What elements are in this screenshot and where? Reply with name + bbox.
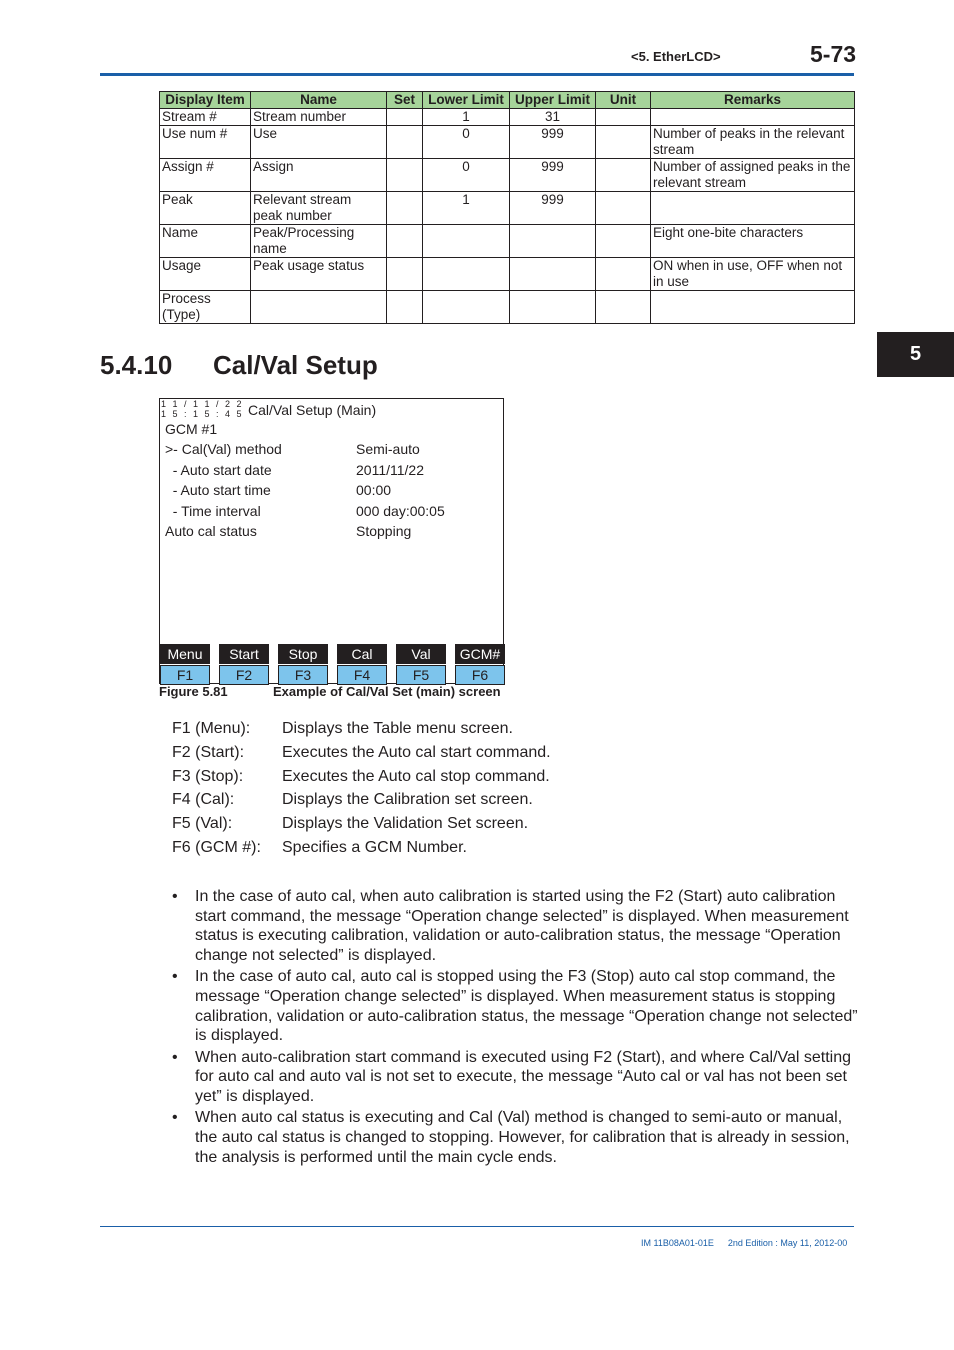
cell-name: Peak usage status [251,258,387,291]
cell-item: Use num # [160,126,251,159]
lcd-row-label[interactable]: - Auto start date [165,462,272,478]
note-text: When auto cal status is executing and Cal (Val) method is changed to semi-auto or manual, the auto cal status is changed to stopping. However, for calibration that is already in session, the analysis is performed until the main cycle ends. [195,1109,850,1166]
lcd-screen-title: Cal/Val Setup (Main) [248,402,377,418]
note-text: In the case of auto cal, auto cal is stopped using the F3 (Stop) auto cal stop command, the message “Operation change selected” is displayed. When measurement status is stopping calibration, validation or auto-calibration status, the message “Operation change not selected” is displayed. [195,968,858,1045]
table-header-row [160,92,855,109]
lcd-gcm-label: GCM #1 [165,421,218,437]
table-row [160,192,855,225]
fkey-f1[interactable]: F1 [160,665,210,685]
cell-item: Usage [160,258,251,291]
cell-name: Relevant stream peak number [251,192,387,225]
cell-remarks [651,291,855,324]
cell-item: Assign # [160,159,251,192]
lcd-row-value: 000 day:00:05 [356,503,445,519]
cell-item: Stream # [160,109,251,126]
fkey-description-key: F1 (Menu): [172,720,251,737]
fkey-description-key: F3 (Stop): [172,767,244,785]
cell-unit [596,109,651,126]
section-heading [100,350,378,381]
fkey-description-text: Displays the Table menu screen. [282,720,513,737]
cell-lower [423,225,510,258]
note-item [172,887,858,966]
cell-remarks: ON when in use, OFF when not in use [651,258,855,291]
table-row [160,109,855,126]
figure-caption-text: Example of Cal/Val Set (main) screen [273,684,501,699]
lcd-row-label[interactable]: - Auto start time [165,482,271,498]
cell-lower: 1 [423,192,510,225]
cell-upper [510,258,596,291]
cell-remarks: Number of peaks in the relevant stream [651,126,855,159]
footer-rule [100,1226,854,1227]
cell-set [387,258,423,291]
notes-list [172,887,858,1169]
cell-item: Process (Type) [160,291,251,324]
lcd-time: 1 5 : 1 5 : 4 5 [161,409,244,419]
cell-remarks [651,192,855,225]
fkey-description-key: F2 (Start): [172,743,245,761]
fkey-row [160,665,505,685]
lcd-row-value: Stopping [356,523,412,539]
softkey-menu[interactable]: Menu [160,644,210,664]
cell-set [387,192,423,225]
lcd-row-value: Semi-auto [356,441,420,457]
fkey-description-text: Specifies a GCM Number. [282,838,467,856]
footer [641,1238,847,1248]
fkey-f4[interactable]: F4 [337,665,387,685]
table-row [160,126,855,159]
section-number: 5.4.10 [100,350,173,380]
bullet-icon: • [172,1048,178,1066]
fkey-description-item [172,741,551,765]
cell-set [387,126,423,159]
cell-upper [510,225,596,258]
note-item [172,967,858,1046]
cell-remarks: Eight one-bite characters [651,225,855,258]
cell-name: Assign [251,159,387,192]
fkey-f5[interactable]: F5 [396,665,446,685]
fkey-description-key: F6 (GCM #): [172,838,261,856]
cell-name: Use [251,126,387,159]
cell-item: Name [160,225,251,258]
cell-unit [596,192,651,225]
cell-set [387,225,423,258]
fkey-f3[interactable]: F3 [278,665,328,685]
cell-unit [596,159,651,192]
cell-set [387,159,423,192]
table-row [160,159,855,192]
cell-upper: 31 [510,109,596,126]
fkey-description-item [172,788,551,812]
fkey-descriptions [172,717,551,860]
lcd-row-label[interactable]: >- Cal(Val) method [165,441,282,457]
col-header-unit: Unit [596,92,651,109]
note-text: In the case of auto cal, when auto calibration is started using the F2 (Start) auto calibration start command, the message “Operation change selected” is displayed. When measurement status is executing calibration, validation or auto-calibration status, the message “Operation change not selected” is displayed. [195,888,849,965]
fkey-description-text: Executes the Auto cal stop command. [282,767,550,785]
fkey-description-text: Executes the Auto cal start command. [282,743,551,761]
col-header-lower-limit: Lower Limit [423,92,510,109]
cell-item: Peak [160,192,251,225]
fkey-description-item [172,836,551,860]
fkey-description-item [172,765,551,789]
lcd-screen [159,398,504,684]
cell-set [387,291,423,324]
col-header-set: Set [387,92,423,109]
softkey-gcm[interactable]: GCM# [455,644,505,664]
softkey-val[interactable]: Val [396,644,446,664]
col-header-display-item: Display Item [160,92,251,109]
cell-name [251,291,387,324]
chapter-tab: 5 [877,332,954,377]
cell-upper [510,291,596,324]
footer-doc-id: IM 11B08A01-01E [641,1238,714,1248]
cell-lower: 1 [423,109,510,126]
footer-edition: 2nd Edition : May 11, 2012-00 [727,1238,848,1248]
cell-lower [423,291,510,324]
cell-name: Stream number [251,109,387,126]
lcd-row-value: 2011/11/22 [356,462,424,478]
page-number: 5-73 [810,41,857,67]
bullet-icon: • [172,888,178,905]
fkey-description-item [172,717,551,741]
lcd-date: 1 1 / 1 1 / 2 2 [161,399,244,409]
softkey-start[interactable]: Start [219,644,269,664]
section-title: Cal/Val Setup [213,350,378,380]
table-row [160,258,855,291]
fkey-description-item [172,812,551,836]
table-row [160,291,855,324]
fkey-description-text: Displays the Calibration set screen. [282,791,533,809]
lcd-row-label[interactable]: - Time interval [165,503,261,519]
cell-remarks: Number of assigned peaks in the relevant stream [651,159,855,192]
lcd-row-value: 00:00 [356,482,392,498]
softkey-stop[interactable]: Stop [278,644,328,664]
lcd-datetime [161,399,244,419]
note-item [172,1048,858,1107]
fkey-description-text: Displays the Validation Set screen. [282,815,529,833]
note-item [172,1108,858,1167]
running-header-section: <5. EtherLCD> [631,49,721,64]
cell-unit [596,291,651,324]
bullet-icon: • [172,1109,178,1127]
col-header-remarks: Remarks [651,92,855,109]
fkey-f2[interactable]: F2 [219,665,269,685]
cell-unit [596,258,651,291]
cell-upper: 999 [510,192,596,225]
softkey-label-row [160,644,505,664]
figure-number: Figure 5.81 [159,684,228,699]
cell-unit [596,126,651,159]
lcd-row-label[interactable]: Auto cal status [165,523,257,539]
bullet-icon: • [172,968,178,986]
fkey-f6[interactable]: F6 [455,665,505,685]
cell-lower: 0 [423,126,510,159]
col-header-upper-limit: Upper Limit [510,92,596,109]
fkey-description-key: F5 (Val): [172,815,233,833]
table-row [160,225,855,258]
cell-upper: 999 [510,126,596,159]
cell-upper: 999 [510,159,596,192]
cell-lower [423,258,510,291]
cell-lower: 0 [423,159,510,192]
col-header-name: Name [251,92,387,109]
cell-remarks [651,109,855,126]
cell-unit [596,225,651,258]
fkey-description-key: F4 (Cal): [172,791,235,809]
note-text: When auto-calibration start command is executed using F2 (Start), and where Cal/Val setting for auto cal and auto val is not set to execute, the message “Auto cal or val has not been set yet” is displayed. [195,1048,852,1106]
cell-set [387,109,423,126]
softkey-cal[interactable]: Cal [337,644,387,664]
display-items-table [159,91,855,324]
cell-name: Peak/Processing name [251,225,387,258]
header-rule [100,73,854,76]
figure-caption [159,684,501,699]
